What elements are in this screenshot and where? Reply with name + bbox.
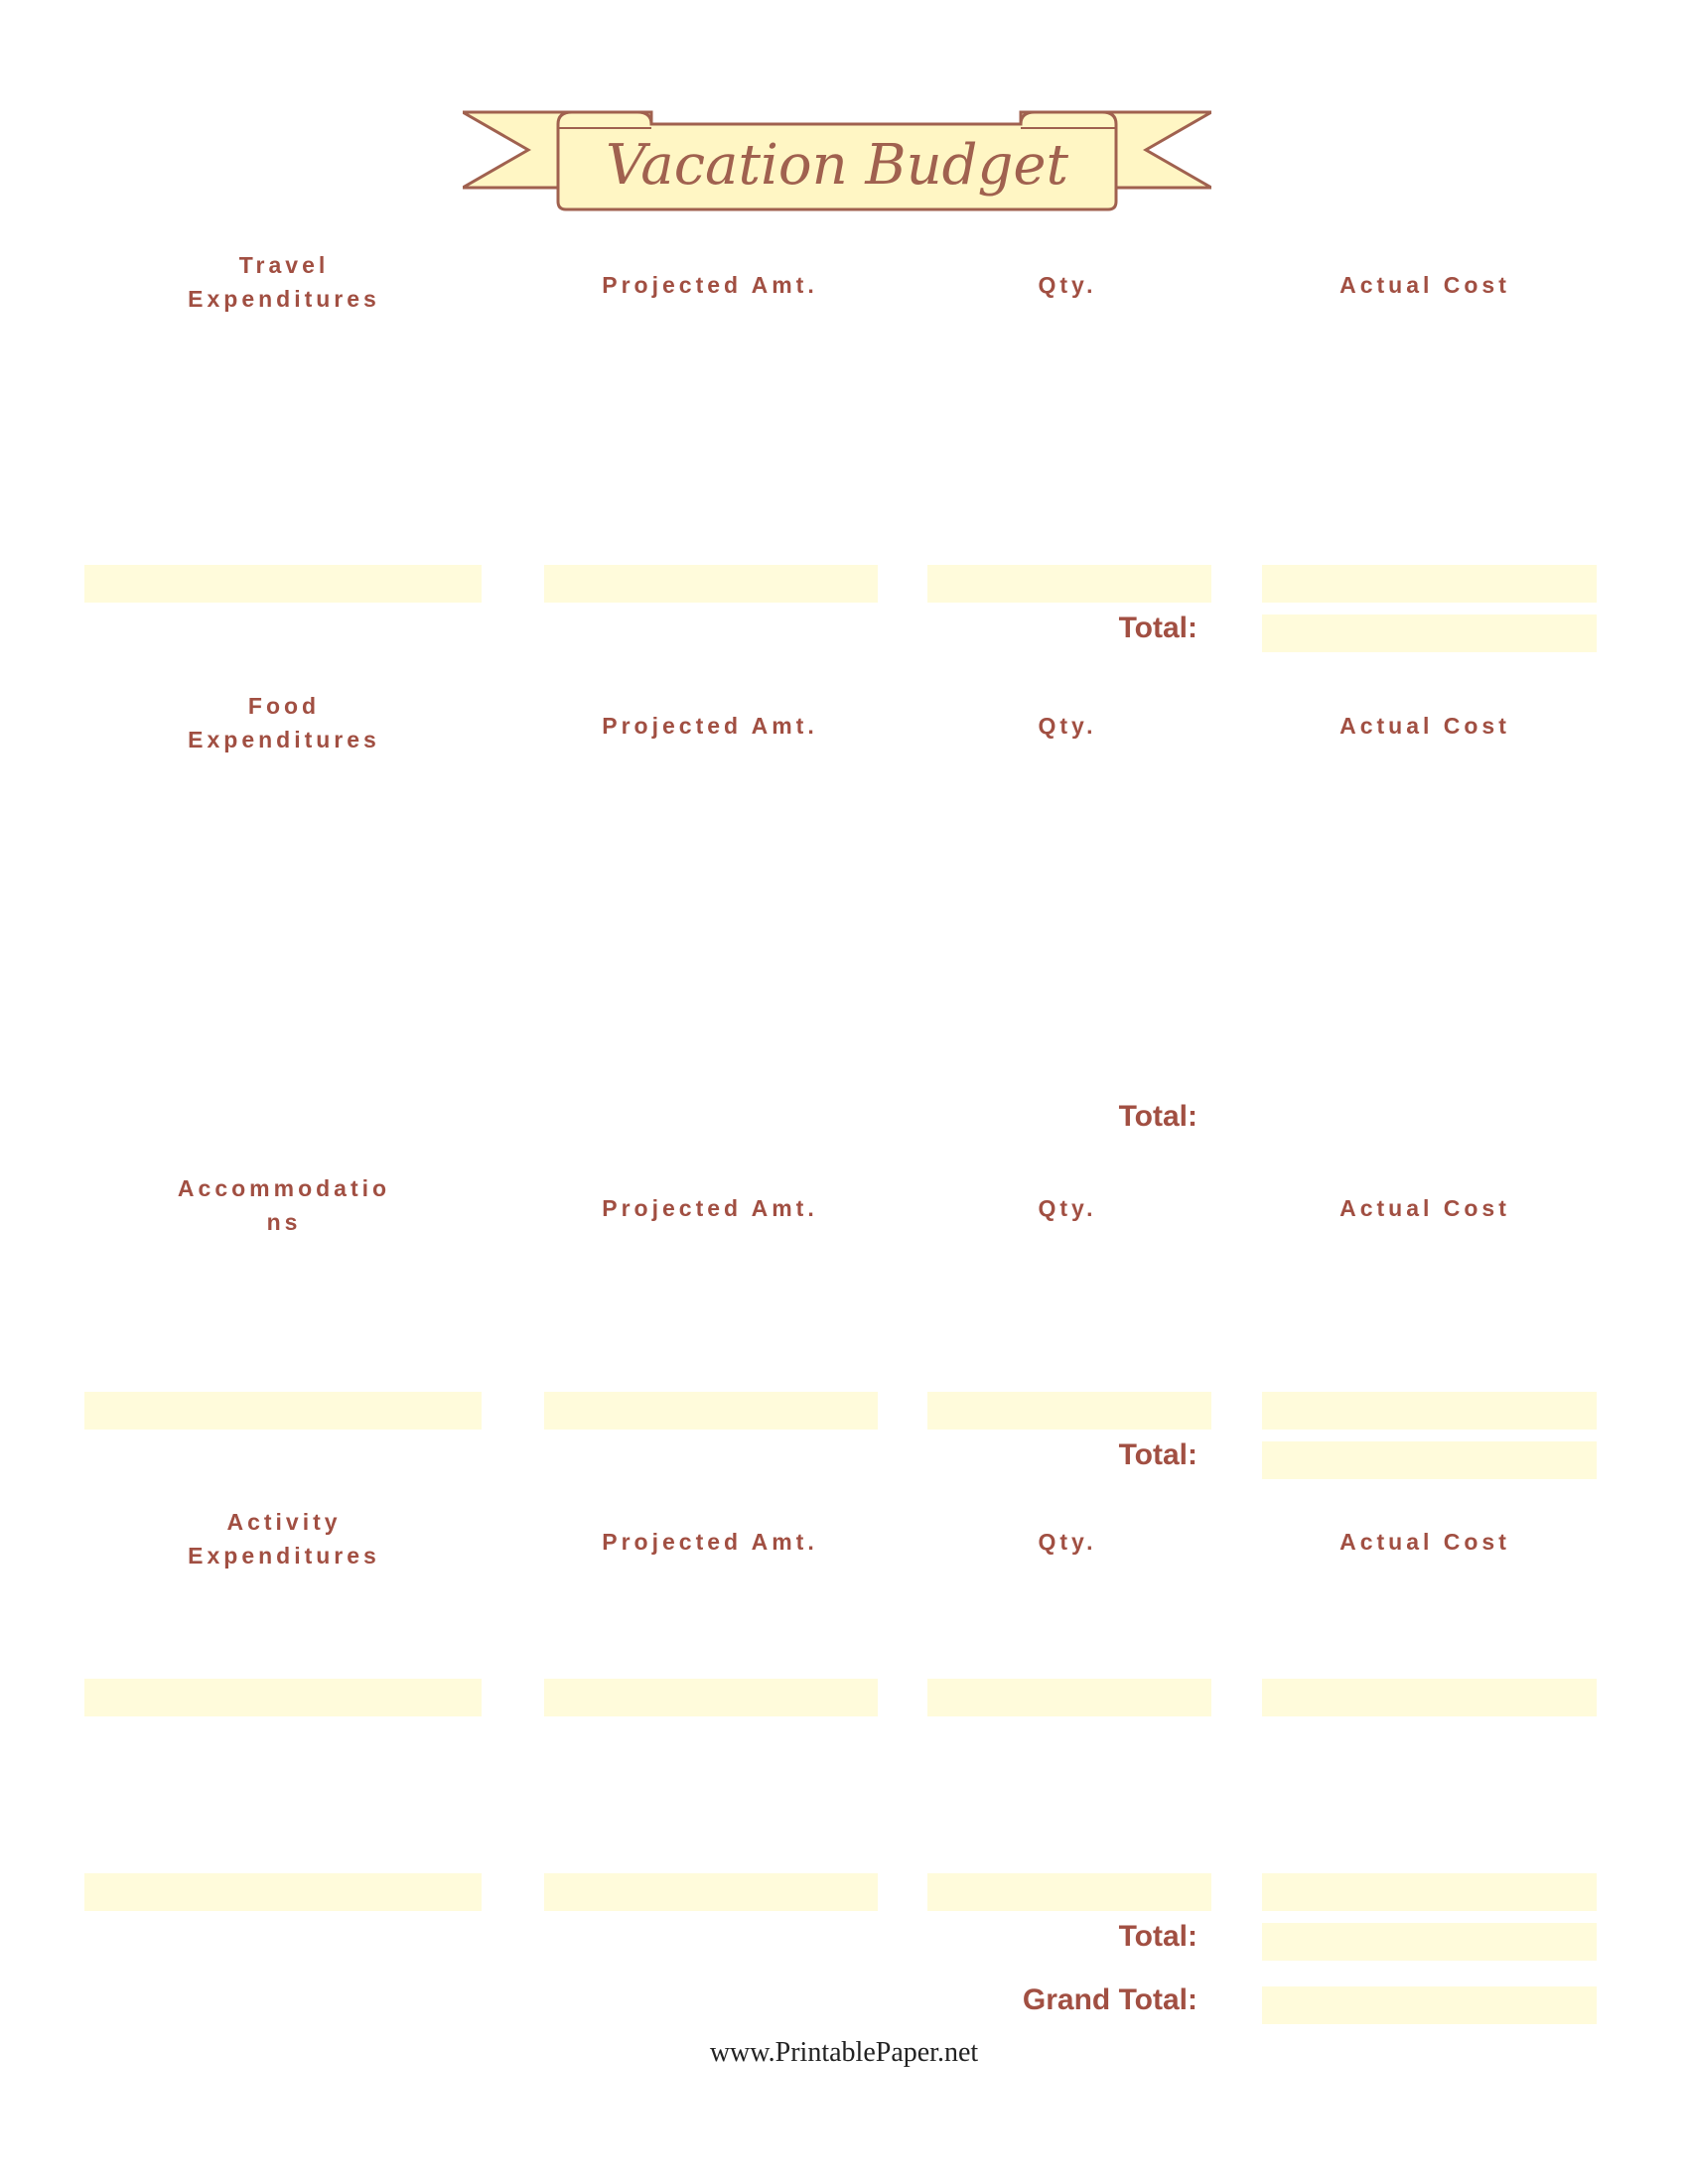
section-accommodations-line2: ns	[266, 1209, 302, 1235]
travel-total-label: Total:	[1118, 612, 1197, 644]
title-banner	[463, 106, 1211, 213]
section-travel-line1: Travel	[238, 252, 330, 278]
activity-projected-field-1[interactable]	[544, 1679, 878, 1716]
section-travel-line2: Expenditures	[188, 286, 380, 312]
section-activity-line1: Activity	[226, 1509, 342, 1535]
activity-total-field[interactable]	[1262, 1923, 1597, 1961]
grand-total-label: Grand Total:	[1022, 1983, 1197, 2016]
accommodations-qty-header: Qty.	[1038, 1195, 1097, 1221]
activity-item-field-1[interactable]	[84, 1679, 482, 1716]
section-food-line2: Expenditures	[188, 727, 380, 752]
section-accommodations-line1: Accommodatio	[177, 1175, 391, 1201]
accommodations-total-label: Total:	[1118, 1438, 1197, 1471]
food-qty-header: Qty.	[1038, 713, 1097, 739]
activity-actual-field-1[interactable]	[1262, 1679, 1597, 1716]
activity-qty-field-2[interactable]	[927, 1873, 1211, 1911]
travel-qty-field[interactable]	[927, 565, 1211, 603]
accommodations-actual-field[interactable]	[1262, 1392, 1597, 1430]
activity-total-label: Total:	[1118, 1920, 1197, 1953]
activity-projected-field-2[interactable]	[544, 1873, 878, 1911]
accommodations-total-field[interactable]	[1262, 1441, 1597, 1479]
travel-actual-header: Actual Cost	[1339, 272, 1510, 298]
section-food-line1: Food	[247, 693, 321, 719]
footer-url: www.PrintablePaper.net	[709, 2037, 979, 2068]
travel-projected-header: Projected Amt.	[602, 272, 818, 298]
section-activity-line2: Expenditures	[188, 1543, 380, 1569]
accommodations-projected-header: Projected Amt.	[602, 1195, 818, 1221]
accommodations-actual-header: Actual Cost	[1339, 1195, 1510, 1221]
accommodations-projected-field[interactable]	[544, 1392, 878, 1430]
travel-projected-field[interactable]	[544, 565, 878, 603]
activity-item-field-2[interactable]	[84, 1873, 482, 1911]
section-accommodations-heading	[75, 1171, 492, 1239]
activity-projected-header: Projected Amt.	[602, 1529, 818, 1555]
grand-total-field[interactable]	[1262, 1986, 1597, 2024]
food-actual-header: Actual Cost	[1339, 713, 1510, 739]
travel-total-field[interactable]	[1262, 614, 1597, 652]
activity-qty-header: Qty.	[1038, 1529, 1097, 1555]
accommodations-qty-field[interactable]	[927, 1392, 1211, 1430]
food-projected-header: Projected Amt.	[602, 713, 818, 739]
travel-item-field[interactable]	[84, 565, 482, 603]
activity-actual-header: Actual Cost	[1339, 1529, 1510, 1555]
activity-qty-field-1[interactable]	[927, 1679, 1211, 1716]
page-title: Vacation Budget	[606, 133, 1068, 198]
accommodations-item-field[interactable]	[84, 1392, 482, 1430]
travel-qty-header: Qty.	[1038, 272, 1097, 298]
travel-actual-field[interactable]	[1262, 565, 1597, 603]
food-total-label: Total:	[1118, 1100, 1197, 1133]
section-food-heading	[75, 689, 492, 756]
activity-actual-field-2[interactable]	[1262, 1873, 1597, 1911]
section-travel-heading	[75, 248, 492, 316]
section-activity-heading	[75, 1505, 492, 1572]
